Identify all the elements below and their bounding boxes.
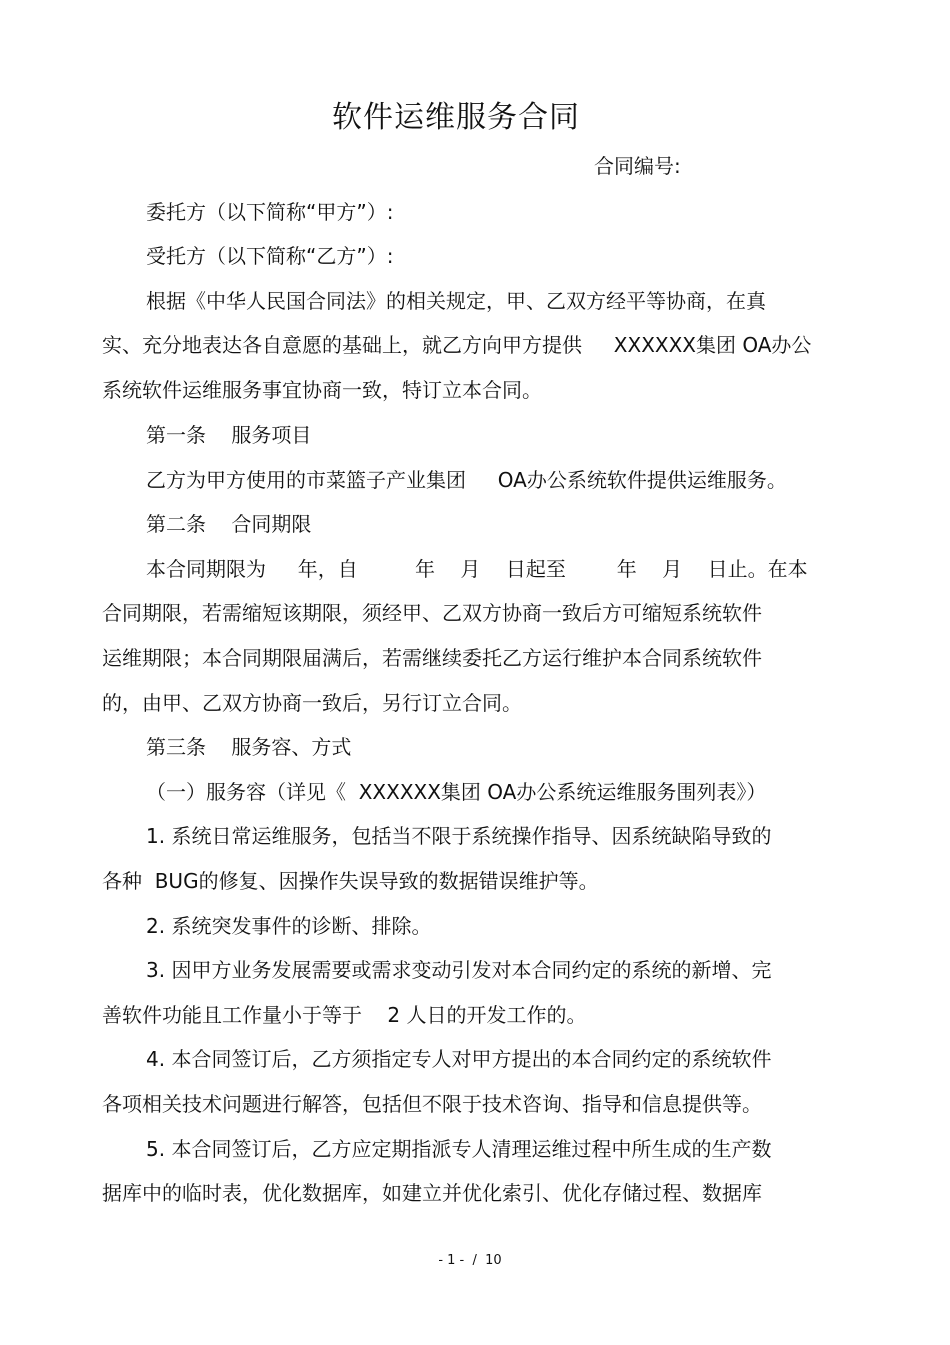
- document-title: 软件运维服务合同: [332, 100, 580, 135]
- clause-line: 各项相关技术问题进行解答，包括但不限于技术咨询、指导和信息提供等。: [102, 1092, 762, 1116]
- clause-line: 运维期限；本合同期限届满后，若需继续委托乙方运行维护本合同系统软件: [102, 646, 762, 670]
- clause-line: 善软件功能且工作量小于等于 2 人日的开发工作的。: [102, 1003, 587, 1027]
- clause-line: 受托方（以下简称“乙方”）:: [146, 244, 394, 268]
- clause-line: 2. 系统突发事件的诊断、排除。: [146, 914, 432, 938]
- clause-line: 据库中的临时表，优化数据库，如建立并优化索引、优化存储过程、数据库: [102, 1181, 762, 1205]
- clause-line: 本合同期限为 年，自 年 月 日起至 年 月 日止。在本: [146, 557, 808, 581]
- clause-line: 实、充分地表达各自意愿的基础上，就乙方向甲方提供 XXXXXX集团 OA办公: [102, 333, 812, 357]
- clause-line: 系统软件运维服务事宜协商一致，特订立本合同。: [102, 378, 542, 402]
- clause-line: （一）服务容（详见《 XXXXXX集团 OA办公系统运维服务围列表》）: [146, 780, 767, 804]
- section-heading: 第一条 服务项目: [146, 423, 312, 447]
- clause-line: 各种 BUG的修复、因操作失误导致的数据错误维护等。: [102, 869, 599, 893]
- section-heading: 第三条 服务容、方式: [146, 735, 352, 759]
- clause-line: 根据《中华人民国合同法》的相关规定，甲、乙双方经平等协商，在真: [146, 289, 766, 313]
- clause-line: 1. 系统日常运维服务，包括当不限于系统操作指导、因系统缺陷导致的: [146, 824, 772, 848]
- clause-line: 5. 本合同签订后，乙方应定期指派专人清理运维过程中所生成的生产数: [146, 1137, 772, 1161]
- clause-line: 4. 本合同签订后，乙方须指定专人对甲方提出的本合同约定的系统软件: [146, 1047, 772, 1071]
- page-number: - 1 - / 10: [438, 1253, 502, 1268]
- section-heading: 第二条 合同期限: [146, 512, 312, 536]
- clause-line: 的，由甲、乙双方协商一致后，另行订立合同。: [102, 691, 522, 715]
- clause-line: 委托方（以下简称“甲方”）:: [146, 200, 394, 224]
- clause-line: 乙方为甲方使用的市菜篮子产业集团 OA办公系统软件提供运维服务。: [146, 468, 787, 492]
- contract-number-label: 合同编号:: [594, 154, 681, 178]
- clause-line: 合同期限，若需缩短该期限，须经甲、乙双方协商一致后方可缩短系统软件: [102, 601, 762, 625]
- clause-line: 3. 因甲方业务发展需要或需求变动引发对本合同约定的系统的新增、完: [146, 958, 772, 982]
